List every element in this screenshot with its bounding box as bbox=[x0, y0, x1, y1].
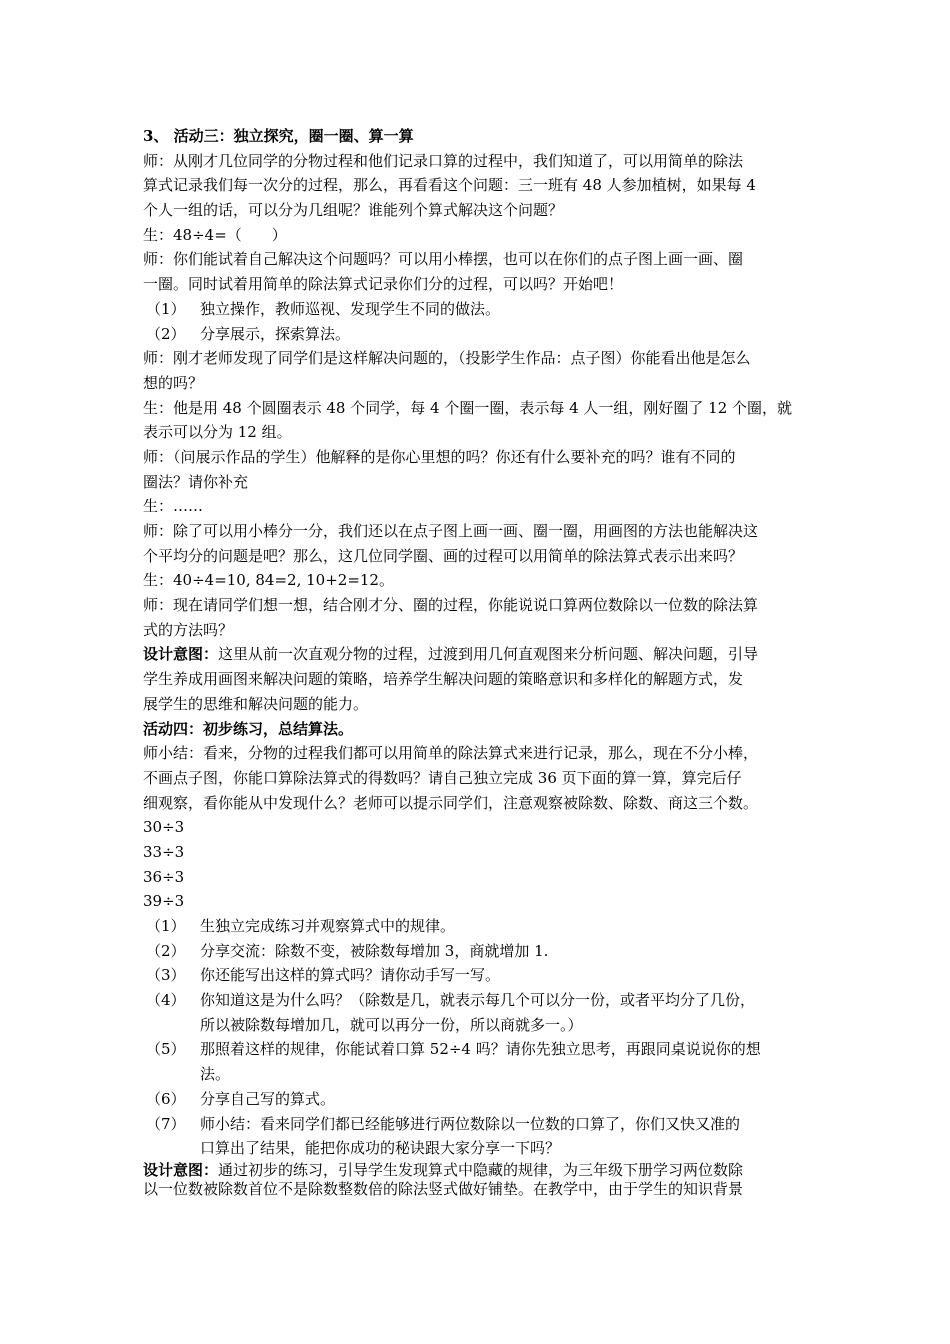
paragraph-line: 师：现在请同学们想一想，结合刚才分、圈的过程，你能说说口算两位数除以一位数的除法算 bbox=[143, 596, 759, 615]
design-intent-text: 通过初步的练习，引导学生发现算式中隐藏的规律，为三年级下册学习两位数除 bbox=[218, 1160, 744, 1179]
design-intent-label: 设计意图： bbox=[143, 1160, 219, 1179]
list-number: （7） bbox=[146, 1114, 186, 1133]
paragraph-line: 师小结：看来，分物的过程我们都可以用简单的除法算式来进行记录，那么，现在不分小棒， bbox=[143, 744, 759, 763]
paragraph-line: 以一位数被除数首位不是除数整数倍的除法竖式做好铺垫。在教学中，由于学生的知识背景 bbox=[143, 1179, 744, 1198]
paragraph-line: 展学生的思维和解决问题的能力。 bbox=[143, 694, 369, 713]
list-text: 分享交流：除数不变，被除数每增加 3，商就增加 1. bbox=[200, 941, 549, 960]
paragraph-line: 师：刚才老师发现了同学们是这样解决问题的，（投影学生作品：点子图）你能看出他是怎么 bbox=[143, 349, 751, 368]
paragraph-line: 表示可以分为 12 组。 bbox=[143, 423, 292, 442]
list-item bbox=[143, 297, 813, 322]
section-heading: 活动四：初步练习，总结算法。 bbox=[143, 719, 354, 738]
list-continuation: 口算出了结果，能把你成功的秘诀跟大家分享一下吗？ bbox=[200, 1139, 561, 1158]
paragraph-line: 师：你们能试着自己解决这个问题吗？可以用小棒摆，也可以在你们的点子图上画一画、圈 bbox=[143, 250, 744, 269]
list-continuation: 法。 bbox=[200, 1065, 231, 1084]
paragraph-line: 学生养成用画图来解决问题的策略，培养学生解决问题的策略意识和多样化的解题方式，发 bbox=[143, 670, 744, 689]
list-text: 分享展示，探索算法。 bbox=[200, 324, 351, 343]
list-text: 你还能写出这样的算式吗？请你动手写一写。 bbox=[200, 966, 501, 985]
paragraph-line: 式的方法吗？ bbox=[143, 620, 234, 639]
list-text: 独立操作，教师巡视、发现学生不同的做法。 bbox=[200, 299, 501, 318]
expression-line: 30÷3 bbox=[143, 818, 185, 837]
paragraph-line: 师：除了可以用小棒分一分，我们还以在点子图上画一画、圈一圈，用画图的方法也能解决这 bbox=[143, 522, 759, 540]
list-item bbox=[143, 1087, 813, 1112]
list-text: 师小结：看来同学们都已经能够进行两位数除以一位数的口算了，你们又快又准的 bbox=[200, 1114, 741, 1133]
paragraph-line: 生：48÷4=（ ） bbox=[143, 225, 287, 244]
paragraph-line: 细观察，看你能从中发现什么？老师可以提示同学们，注意观察被除数、除数、商这三个数。 bbox=[143, 793, 759, 812]
list-continuation: 所以被除数每增加几，就可以再分一份，所以商就多一。） bbox=[200, 1015, 583, 1034]
paragraph-line: 算式记录我们每一次分的过程，那么，再看看这个问题：三一班有 48 人参加植树，如果每 4 bbox=[143, 176, 756, 195]
list-number: （1） bbox=[146, 917, 186, 935]
section-heading: 3、 活动三：独立探究，圈一圈、算一算 bbox=[143, 127, 414, 145]
paragraph-line: 个人一组的话，可以分为几组呢？谁能列个算式解决这个问题？ bbox=[143, 201, 564, 220]
paragraph-line: 生：40÷4=10, 84=2, 10+2=12。 bbox=[143, 571, 394, 590]
paragraph-line: 想的吗？ bbox=[143, 373, 204, 392]
expression-line: 33÷3 bbox=[143, 842, 185, 861]
list-text: 你知道这是为什么吗？（除数是几，就表示每几个可以分一份，或者平均分了几份， bbox=[200, 991, 756, 1010]
list-item bbox=[143, 1037, 813, 1062]
expression-line: 39÷3 bbox=[143, 892, 185, 911]
design-intent-line bbox=[143, 642, 813, 667]
list-text: 分享自己写的算式。 bbox=[200, 1089, 336, 1108]
list-item bbox=[143, 988, 813, 1013]
list-number: （3） bbox=[146, 966, 186, 985]
design-intent-line bbox=[143, 1161, 813, 1180]
list-number: （2） bbox=[146, 324, 186, 343]
list-item bbox=[143, 322, 813, 347]
list-item bbox=[143, 939, 813, 964]
list-number: （1） bbox=[146, 299, 186, 318]
list-item bbox=[143, 914, 813, 939]
list-number: （6） bbox=[146, 1089, 186, 1108]
design-intent-text: 这里从前一次直观分物的过程，过渡到用几何直观图来分析问题、解决问题，引导 bbox=[218, 645, 759, 664]
paragraph-line: 生：他是用 48 个圆圈表示 48 个同学，每 4 个圈一圈，表示每 4 人一组，刚好圈了 12 个圈，就 bbox=[143, 398, 793, 417]
design-intent-label: 设计意图： bbox=[143, 645, 219, 664]
paragraph-line: 圈法？请你补充 bbox=[143, 472, 249, 491]
paragraph-line: 师：（问展示作品的学生）他解释的是你心里想的吗？你还有什么要补充的吗？谁有不同的 bbox=[143, 447, 736, 466]
paragraph-line: 个平均分的问题是吧？那么，这几位同学圈、画的过程可以用简单的除法算式表示出来吗？ bbox=[143, 546, 744, 565]
list-number: （4） bbox=[146, 991, 186, 1010]
paragraph-line: 不画点子图，你能口算除法算式的得数吗？请自己独立完成 36 页下面的算一算，算完后仔 bbox=[143, 768, 742, 787]
list-item bbox=[143, 963, 813, 988]
list-text: 那照着这样的规律，你能试着口算 52÷4 吗？请你先独立思考，再跟同桌说说你的想 bbox=[200, 1040, 761, 1059]
paragraph-line: 师：从刚才几位同学的分物过程和他们记录口算的过程中，我们知道了，可以用简单的除法 bbox=[143, 151, 744, 170]
list-text: 生独立完成练习并观察算式中的规律。 bbox=[200, 917, 456, 935]
list-number: （5） bbox=[146, 1040, 186, 1059]
list-number: （2） bbox=[146, 941, 186, 960]
paragraph-line: 一圈。同时试着用简单的除法算式记录你们分的过程，可以吗？开始吧！ bbox=[143, 275, 624, 294]
document-page bbox=[143, 124, 813, 1199]
expression-line: 36÷3 bbox=[143, 867, 185, 886]
paragraph-line: 生：…… bbox=[143, 497, 204, 516]
list-item bbox=[143, 1112, 813, 1137]
